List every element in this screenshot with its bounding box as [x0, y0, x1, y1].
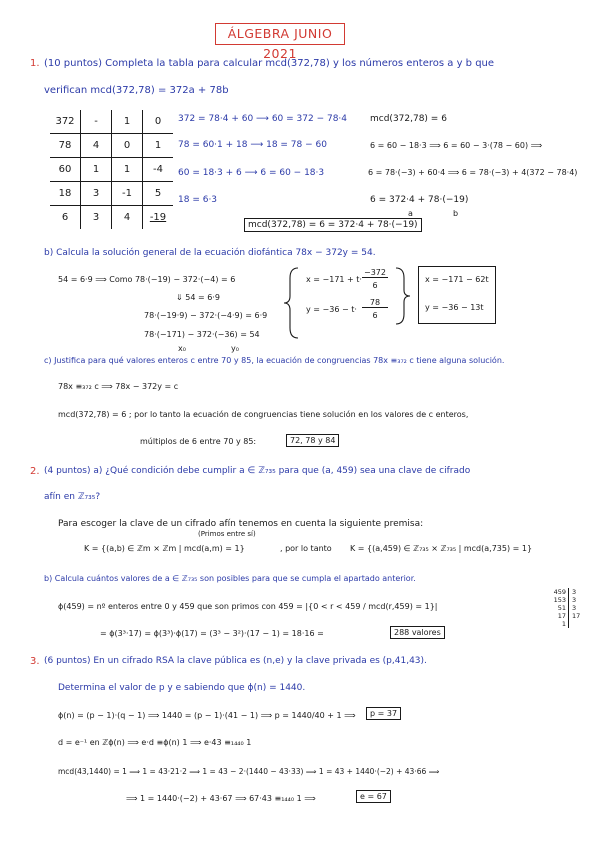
- table-cell: 18: [50, 182, 81, 206]
- q3-header: (6 puntos) En un cifrado RSA la clave pública es (n,e) y la clave privada es (p,41,43).: [44, 656, 427, 666]
- final-x: x = −171 − 62t: [425, 275, 489, 284]
- result-box: mcd(372,78) = 6 = 372·4 + 78·(−19): [244, 218, 422, 232]
- table-cell: 5: [143, 182, 174, 206]
- rsa-line4: ⟹ 1 = 1440·(−2) + 43·67 ⟹ 67·43 ≡₁₄₄₀ 1 ⟹: [126, 794, 316, 803]
- q2-premise: Para escoger la clave de un cifrado afín tenemos en cuenta la siguiente premisa:: [58, 519, 424, 529]
- table-cell: -19: [149, 212, 167, 223]
- sol-y: y = −36 − t·: [306, 305, 357, 314]
- frac2-den: 6: [372, 311, 378, 320]
- factor-value: 459: [553, 588, 566, 596]
- final-y: y = −36 − 13t: [425, 303, 484, 312]
- c-line3: múltiplos de 6 entre 70 y 85:: [140, 437, 257, 446]
- back-substitution: 6 = 78·(−3) + 60·4 ⟹ 6 = 78·(−3) + 4(372 − 78·4): [368, 168, 578, 177]
- q1-statement-line1: (10 puntos) Completa la tabla para calcular mcd(372,78) y los números enteros a y b que: [44, 58, 495, 69]
- table-cell: 0: [143, 110, 174, 134]
- euclid-step: 60 = 18·3 + 6 ⟶ 6 = 60 − 18·3: [178, 168, 325, 178]
- table-cell: 1: [112, 158, 143, 182]
- x0-label: x₀: [178, 344, 186, 353]
- table-cell: 4: [112, 206, 143, 230]
- rsa-line2: d = e⁻¹ en ℤϕ(n) ⟹ e·d ≡ϕ(n) 1 ⟹ e·43 ≡₁₄₄₀ 1: [58, 738, 252, 747]
- q2-header-line2: afín en ℤ₇₃₅?: [44, 492, 101, 502]
- y0-label: y₀: [231, 344, 239, 353]
- frac1-num: −372: [362, 268, 388, 278]
- p-answer-box: p = 37: [366, 707, 401, 720]
- primos-note: (Primos entre sí): [198, 530, 256, 538]
- left-brace: [284, 266, 302, 340]
- table-cell: 1: [143, 134, 174, 158]
- q2-header-line1: (4 puntos) a) ¿Qué condición debe cumplir a ∈ ℤ₇₃₅ para que (a, 459) sea una clave de cifrado: [44, 466, 471, 476]
- euclid-step: 372 = 78·4 + 60 ⟶ 60 = 372 − 78·4: [178, 114, 348, 124]
- table-cell: -: [81, 110, 112, 134]
- euclid-table: [50, 110, 173, 229]
- table-cell: 1: [112, 110, 143, 134]
- q1c-header: c) Justifica para qué valores enteros c entre 70 y 85, la ecuación de congruencias 78x ≡₃₇₂ c tiene alguna solución.: [44, 356, 505, 365]
- table-cell: 60: [50, 158, 81, 182]
- dioph-step: 78·(−171) − 372·(−36) = 54: [144, 330, 260, 339]
- page-title: ÁLGEBRA JUNIO 2021: [215, 23, 345, 45]
- factorization: [548, 588, 588, 636]
- factor-value: 3: [572, 588, 577, 596]
- rsa-line3: mcd(43,1440) = 1 ⟹ 1 = 43·21·2 ⟹ 1 = 43 − 2·(1440 − 43·33) ⟹ 1 = 43 + 1440·(−2) + 43·66 ⟹: [58, 767, 440, 776]
- k-mid: , por lo tanto: [280, 544, 332, 553]
- table-cell: 78: [50, 134, 81, 158]
- table-cell: 4: [81, 134, 112, 158]
- e-answer-box: e = 67: [356, 790, 391, 803]
- back-substitution: 6 = 60 − 18·3 ⟹ 6 = 60 − 3·(78 − 60) ⟹: [370, 141, 543, 150]
- factor-value: 3: [572, 596, 577, 604]
- dioph-step: 54 = 6·9 ⟹ Como 78·(−19) − 372·(−4) = 6: [58, 275, 236, 284]
- q1-statement-line2: verifican mcd(372,78) = 372a + 78b: [44, 85, 229, 96]
- right-brace: [394, 266, 412, 326]
- table-cell: 372: [50, 110, 81, 134]
- q2b-header: b) Calcula cuántos valores de a ∈ ℤ₇₃₅ son posibles para que se cumpla el apartado anterior.: [44, 574, 416, 583]
- factor-value: 17: [557, 612, 566, 620]
- dioph-step: 78·(−19·9) − 372·(−4·9) = 6·9: [144, 311, 268, 320]
- phi-line2: = ϕ(3³·17) = ϕ(3³)·ϕ(17) = (3³ − 3²)·(17 − 1) = 18·16 =: [100, 629, 324, 638]
- k-formula2: K = {(a,459) ∈ ℤ₇₃₅ × ℤ₇₃₅ | mcd(a,735) = 1}: [350, 544, 533, 553]
- euclid-step: 18 = 6·3: [178, 195, 218, 205]
- label-a: a: [408, 209, 413, 218]
- table-cell: -1: [112, 182, 143, 206]
- q3-number: 3.: [30, 656, 40, 667]
- factor-dividends: [548, 588, 569, 628]
- q3-subheader: Determina el valor de p y e sabiendo que ϕ(n) = 1440.: [58, 683, 306, 693]
- back-substitution: mcd(372,78) = 6: [370, 114, 447, 124]
- table-cell: 3: [81, 206, 112, 230]
- c-answer-box: 72, 78 y 84: [286, 434, 339, 447]
- factor-value: 153: [553, 596, 566, 604]
- c-line1: 78x ≡₃₇₂ c ⟹ 78x − 372y = c: [58, 382, 179, 391]
- table-cell: 1: [81, 158, 112, 182]
- rsa-line1: ϕ(n) = (p − 1)·(q − 1) ⟹ 1440 = (p − 1)·(41 − 1) ⟹ p = 1440/40 + 1 ⟹: [58, 711, 356, 720]
- table-cell: 6: [50, 206, 81, 230]
- dioph-step: ⇓ 54 = 6·9: [176, 293, 220, 302]
- table-cell: 0: [112, 134, 143, 158]
- euclid-step: 78 = 60·1 + 18 ⟶ 18 = 78 − 60: [178, 140, 327, 150]
- factor-value: 17: [572, 612, 581, 620]
- k-formula: K = {(a,b) ∈ ℤm × ℤm | mcd(a,m) = 1}: [84, 544, 245, 553]
- factor-value: 3: [572, 604, 577, 612]
- general-solution-box: [418, 266, 496, 324]
- q1b-header: b) Calcula la solución general de la ecuación diofántica 78x − 372y = 54.: [44, 248, 376, 258]
- frac1-den: 6: [372, 281, 378, 290]
- factor-value: 1: [561, 620, 566, 628]
- frac2-num: 78: [362, 298, 388, 308]
- q1-number: 1.: [30, 58, 40, 69]
- c-line2: mcd(372,78) = 6 ; por lo tanto la ecuación de congruencias tiene solución en los valores de c enteros,: [58, 410, 469, 419]
- back-substitution: 6 = 372·4 + 78·(−19): [370, 195, 469, 205]
- factor-divisors: [572, 588, 580, 620]
- sol-x: x = −171 + t·: [306, 275, 362, 284]
- q2-number: 2.: [30, 466, 40, 477]
- table-cell: -4: [143, 158, 174, 182]
- label-b: b: [453, 209, 459, 218]
- factor-value: 51: [557, 604, 566, 612]
- phi-answer-box: 288 valores: [390, 626, 445, 639]
- phi-line1: ϕ(459) = nº enteros entre 0 y 459 que son primos con 459 = |{0 < r < 459 / mcd(r,459) = 1}|: [58, 602, 438, 611]
- table-cell: 3: [81, 182, 112, 206]
